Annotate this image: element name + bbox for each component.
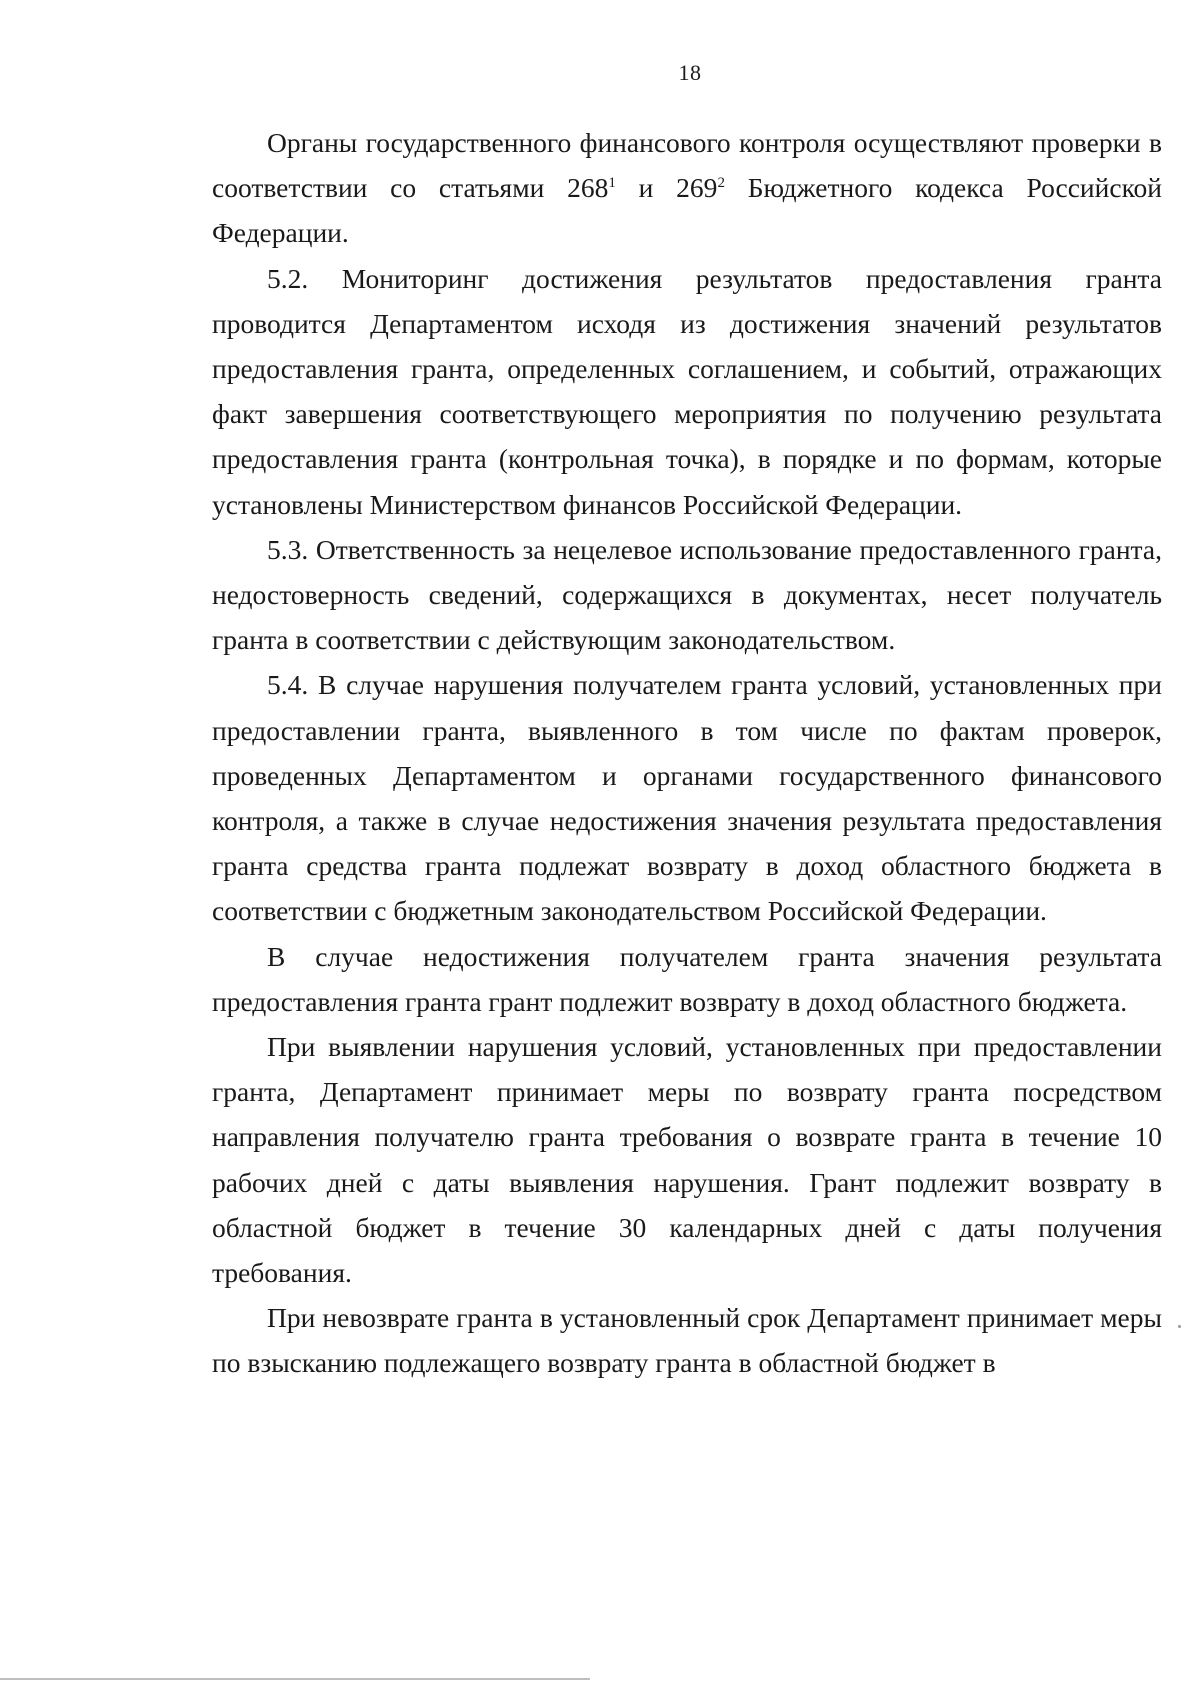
paragraph-text: и 269: [615, 172, 718, 204]
paragraph-non-achievement: В случае недостижения получателем гранта значения результата предоставления гранта грант подлежит возврату в доход областного бюджета.: [212, 940, 1162, 1017]
paragraph-5-3-responsibility: 5.3. Ответственность за нецелевое использование предоставленного гранта, недостоверность сведений, содержащихся в документах, несет получатель гранта в соответствии с действующим законодательством.: [212, 533, 1162, 656]
superscript-1: 1: [608, 175, 616, 192]
scan-edge-line: [0, 1678, 590, 1680]
paragraph-5-2-monitoring: 5.2. Мониторинг достижения результатов предоставления гранта проводится Департаментом исходя из достижения значений результатов предоставления гранта, определенных соглашением, и событий, отражающих факт завершения соответствующего мероприятия по получению результата предоставления гранта (контрольная точка), в порядке и по формам, которые установлены Министерством финансов Российской Федерации.: [212, 262, 1162, 520]
page-number: 18: [678, 60, 702, 85]
scan-speck: [1178, 1325, 1181, 1328]
paragraph-5-4-violation: 5.4. В случае нарушения получателем гранта условий, установленных при предоставлении гранта, выявленного в том числе по фактам проверок, проведенных Департаментом и органами государственного финансового контроля, а также в случае недостижения значения результата предоставления гранта средства гранта подлежат возврату в доход областного бюджета в соответствии с бюджетным законодательством Российской Федерации.: [212, 669, 1162, 927]
document-body: [212, 120, 1162, 1386]
paragraph-text: Бюджетного кодекса Российской Федерации.: [212, 172, 1162, 249]
paragraph-non-return: При невозврате гранта в установленный срок Департамент принимает меры по взысканию подлежащего возврату гранта в областной бюджет в: [212, 1302, 1162, 1379]
paragraph-violation-detection: При выявлении нарушения условий, установленных при предоставлении гранта, Департамент принимает меры по возврату гранта посредством направления получателю гранта требования о возврате гранта в течение 10 рабочих дней с даты выявления нарушения. Грант подлежит возврату в областной бюджет в течение 30 календарных дней с даты получения требования.: [212, 1031, 1162, 1289]
paragraph-text: Органы государственного финансового контроля осуществляют проверки в соответствии со статьями 268: [212, 127, 1162, 204]
superscript-2: 2: [717, 175, 725, 192]
paragraph-audit-bodies: [212, 120, 1162, 256]
